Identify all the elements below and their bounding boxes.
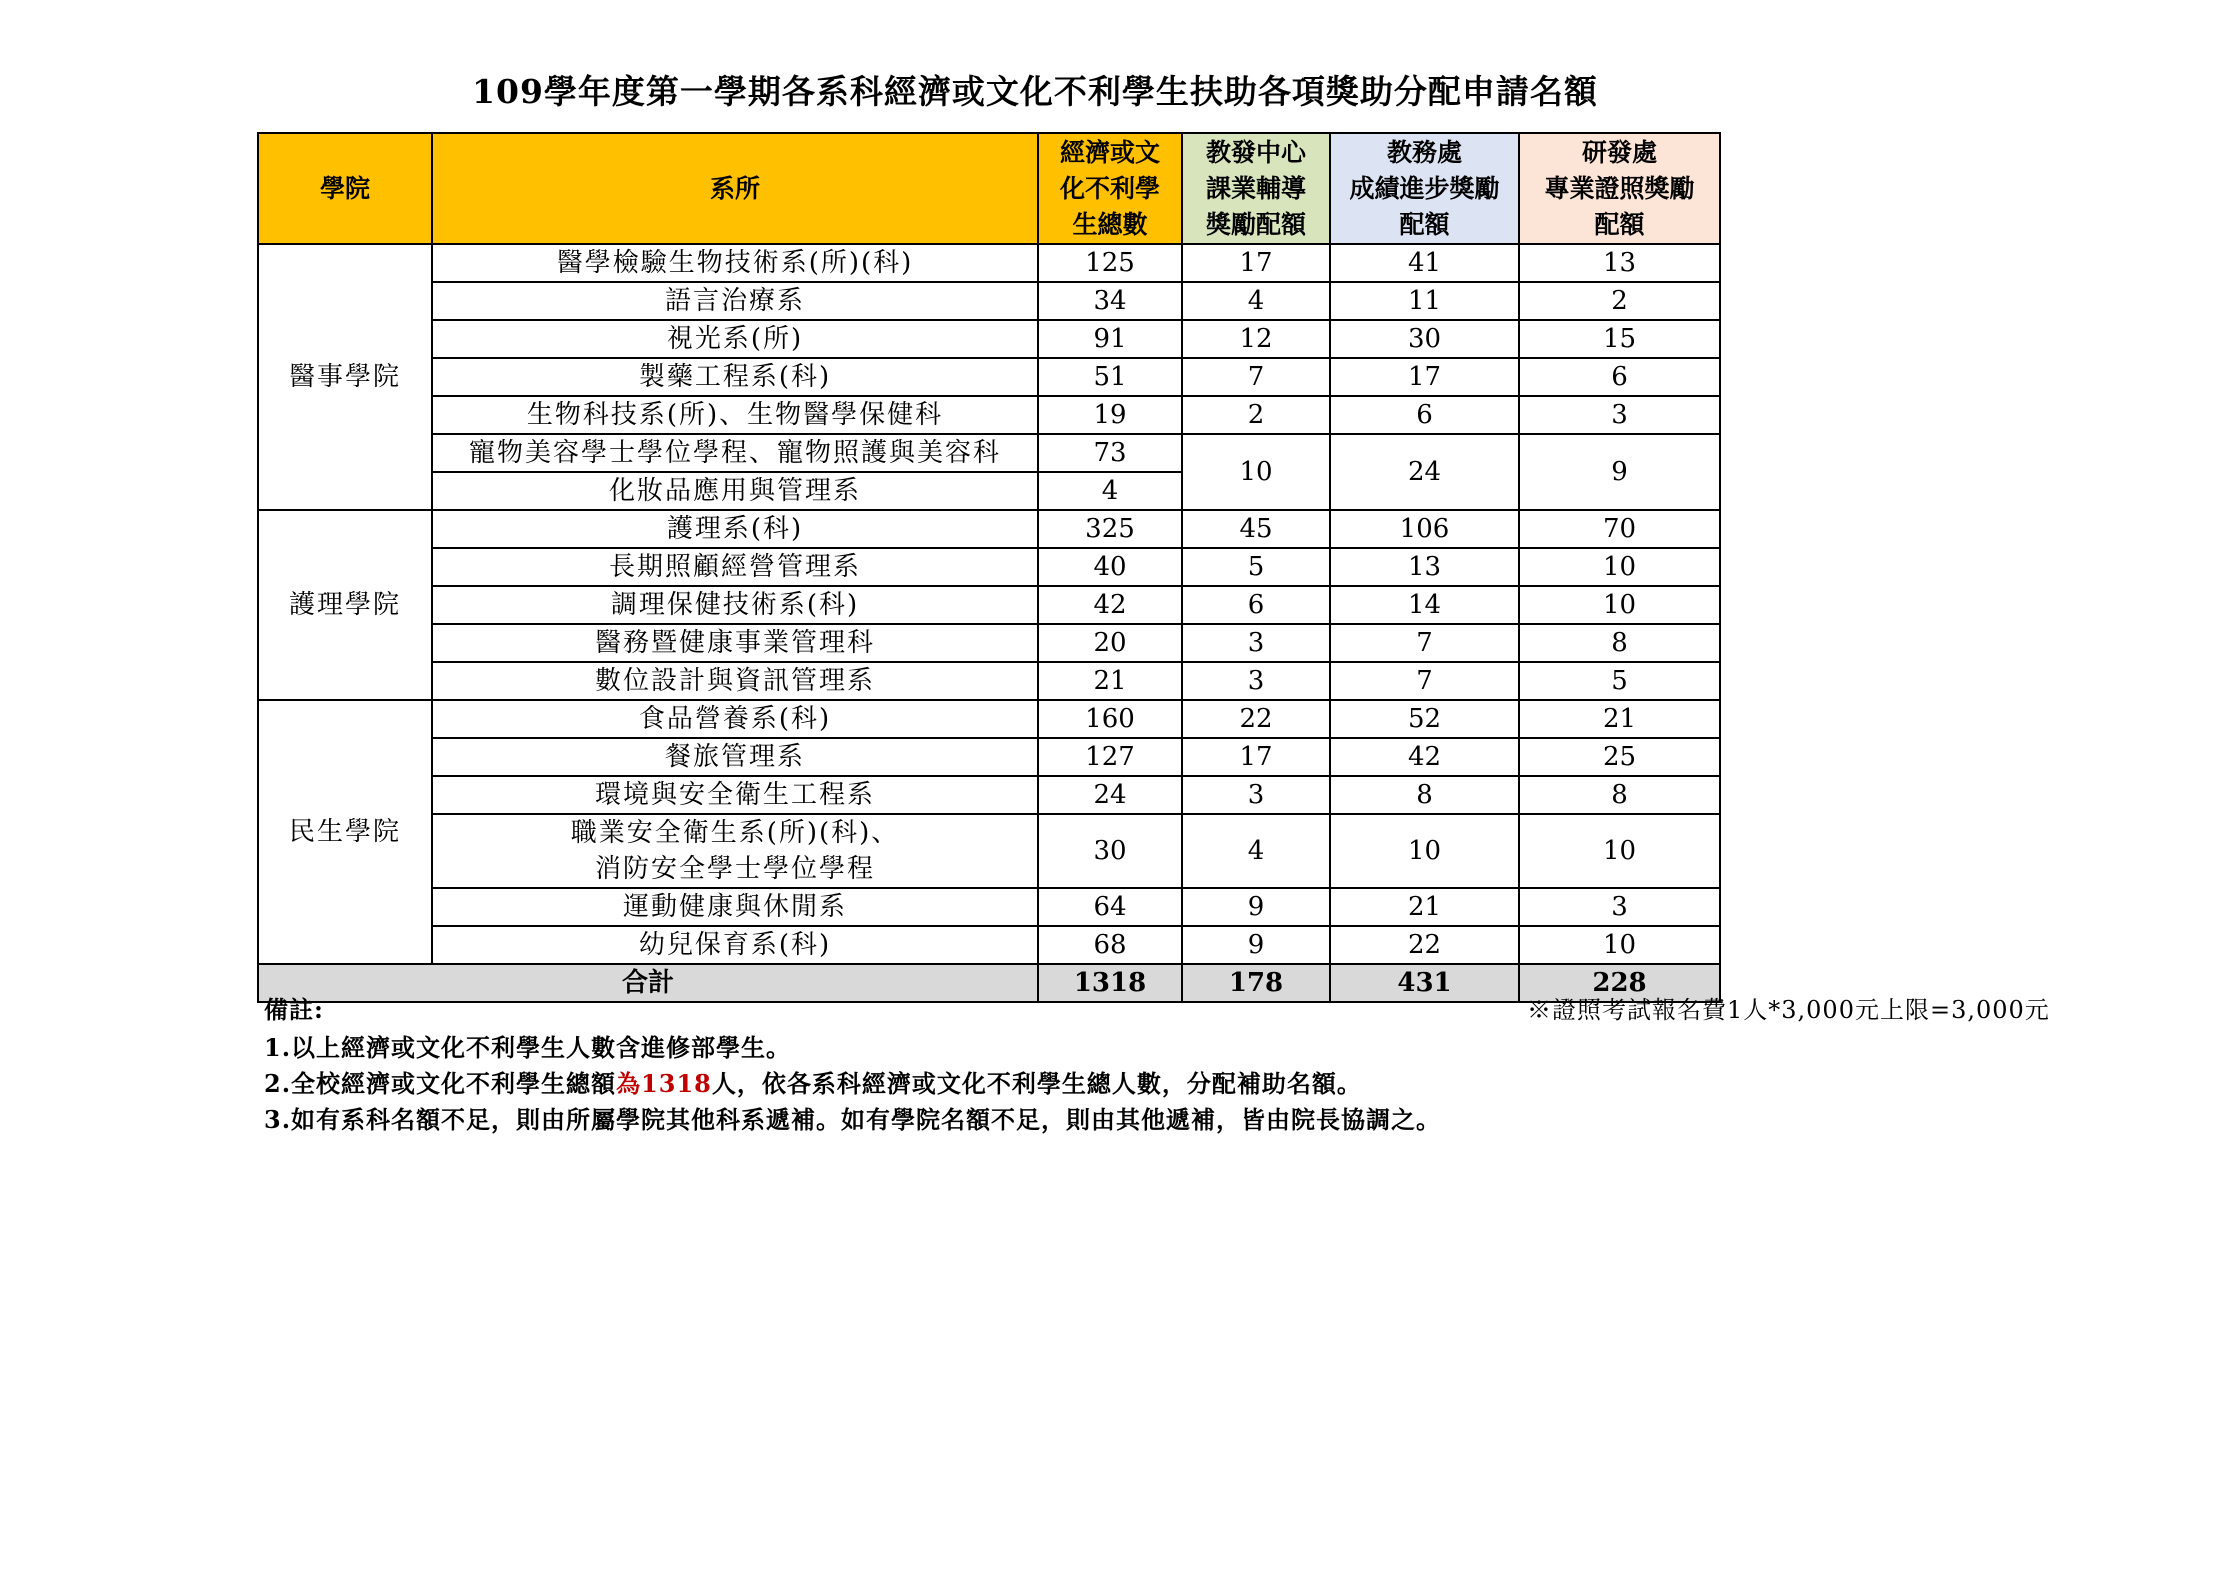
total-row-grade-progress: 431 [1330,964,1519,1002]
total-count: 73 [1038,434,1182,472]
department-name: 餐旅管理系 [432,738,1038,776]
table-row [258,926,1720,964]
certificate-quota: 5 [1519,662,1720,700]
college-livelihood: 民生學院 [258,700,432,964]
grade-progress-quota: 10 [1330,814,1519,888]
remark-3: 3.如有系科名額不足，則由所屬學院其他科系遞補。如有學院名額不足，則由其他遞補，皆由院長協調之。 [264,1105,1442,1134]
grade-progress-quota: 13 [1330,548,1519,586]
grade-progress-quota: 7 [1330,662,1519,700]
department-name-line: 消防安全學士學位學程 [594,854,875,884]
header-academic-support-line: 教發中心 [1205,137,1306,167]
header-department: 系所 [432,133,1038,244]
academic-support-quota: 6 [1182,586,1330,624]
department-name: 環境與安全衛生工程系 [432,776,1038,814]
total-count: 21 [1038,662,1182,700]
table-row [258,244,1720,282]
grade-progress-quota: 42 [1330,738,1519,776]
academic-support-quota: 9 [1182,926,1330,964]
department-name: 護理系(科) [432,510,1038,548]
table-row [258,434,1720,472]
remark-2 [264,1064,1362,1099]
department-name: 調理保健技術系(科) [432,586,1038,624]
header-grade-progress-line: 教務處 [1386,137,1462,167]
total-count: 30 [1038,814,1182,888]
academic-support-quota: 22 [1182,700,1330,738]
table-row [258,662,1720,700]
grade-progress-quota: 11 [1330,282,1519,320]
certificate-quota: 8 [1519,624,1720,662]
total-row [258,964,1720,1002]
table-row [258,624,1720,662]
department-name: 化妝品應用與管理系 [432,472,1038,510]
academic-support-quota: 3 [1182,624,1330,662]
remark-1: 1.以上經濟或文化不利學生人數含進修部學生。 [264,1033,792,1062]
certificate-quota: 3 [1519,888,1720,926]
header-grade-progress-line: 成績進步獎勵 [1349,173,1500,203]
total-count: 40 [1038,548,1182,586]
total-count: 20 [1038,624,1182,662]
total-row-count: 1318 [1038,964,1182,1002]
header-academic-support-line: 獎勵配額 [1205,209,1306,239]
total-row-academic-support: 178 [1182,964,1330,1002]
grade-progress-quota: 14 [1330,586,1519,624]
header-grade-progress-line: 配額 [1399,209,1450,239]
department-name: 視光系(所) [432,320,1038,358]
table-header-row [258,133,1720,244]
department-name: 長期照顧經營管理系 [432,548,1038,586]
total-count: 127 [1038,738,1182,776]
header-total [1038,133,1182,244]
table-row [258,586,1720,624]
department-name: 數位設計與資訊管理系 [432,662,1038,700]
academic-support-quota: 3 [1182,776,1330,814]
academic-support-quota: 12 [1182,320,1330,358]
table-row [258,888,1720,926]
academic-support-quota: 3 [1182,662,1330,700]
header-academic-support-line: 課業輔導 [1205,173,1306,203]
certificate-quota: 13 [1519,244,1720,282]
department-name: 運動健康與休閒系 [432,888,1038,926]
remark-2-prefix: 2.全校經濟或文化不利學生總額 [264,1069,617,1098]
total-count: 125 [1038,244,1182,282]
department-name: 食品營養系(科) [432,700,1038,738]
table-row [258,738,1720,776]
total-count: 325 [1038,510,1182,548]
academic-support-quota: 2 [1182,396,1330,434]
certificate-quota: 70 [1519,510,1720,548]
total-row-certificate: 228 [1519,964,1720,1002]
table-row [258,358,1720,396]
department-name: 生物科技系(所)、生物醫學保健科 [432,396,1038,434]
allocation-table [257,132,1721,1003]
grade-progress-quota: 17 [1330,358,1519,396]
grade-progress-quota: 106 [1330,510,1519,548]
grade-progress-quota: 7 [1330,624,1519,662]
total-count: 160 [1038,700,1182,738]
document-title-text: 109學年度第一學期各系科經濟或文化不利學生扶助各項獎助分配申請名額 [472,72,1598,111]
grade-progress-quota: 52 [1330,700,1519,738]
certificate-quota: 10 [1519,548,1720,586]
header-total-line: 經濟或文 [1059,137,1160,167]
certificate-quota: 9 [1519,434,1720,510]
academic-support-quota: 9 [1182,888,1330,926]
certificate-quota: 15 [1519,320,1720,358]
total-count: 19 [1038,396,1182,434]
department-name: 醫務暨健康事業管理科 [432,624,1038,662]
total-count: 68 [1038,926,1182,964]
total-count: 91 [1038,320,1182,358]
college-medical: 醫事學院 [258,244,432,510]
certificate-quota: 2 [1519,282,1720,320]
table-row [258,510,1720,548]
header-certificate-line: 配額 [1594,209,1645,239]
certificate-quota: 8 [1519,776,1720,814]
header-total-line: 生總數 [1072,209,1148,239]
table-row [258,320,1720,358]
certificate-quota: 6 [1519,358,1720,396]
certificate-quota: 21 [1519,700,1720,738]
total-row-label: 合計 [258,964,1038,1002]
header-certificate [1519,133,1720,244]
grade-progress-quota: 22 [1330,926,1519,964]
total-count: 64 [1038,888,1182,926]
grade-progress-quota: 21 [1330,888,1519,926]
table-row [258,814,1720,888]
header-academic-support [1182,133,1330,244]
total-count: 51 [1038,358,1182,396]
remark-2-suffix: 人，依各系科經濟或文化不利學生總人數，分配補助名額。 [711,1069,1362,1098]
department-name: 製藥工程系(科) [432,358,1038,396]
table-row [258,700,1720,738]
grade-progress-quota: 30 [1330,320,1519,358]
department-name-line: 職業安全衛生系(所)(科)、 [570,818,900,848]
total-count: 34 [1038,282,1182,320]
header-certificate-line: 專業證照獎勵 [1544,173,1695,203]
document-title [0,66,2220,113]
academic-support-quota: 5 [1182,548,1330,586]
department-name: 幼兒保育系(科) [432,926,1038,964]
header-college: 學院 [258,133,432,244]
grade-progress-quota: 24 [1330,434,1519,510]
certificate-quota: 25 [1519,738,1720,776]
grade-progress-quota: 6 [1330,396,1519,434]
table-row [258,396,1720,434]
table-row [258,548,1720,586]
academic-support-quota: 17 [1182,244,1330,282]
table-row [258,776,1720,814]
grade-progress-quota: 8 [1330,776,1519,814]
certificate-quota: 3 [1519,396,1720,434]
department-name: 醫學檢驗生物技術系(所)(科) [432,244,1038,282]
department-name [432,814,1038,888]
academic-support-quota: 7 [1182,358,1330,396]
remarks-heading: 備註: [264,995,324,1024]
academic-support-quota: 10 [1182,434,1330,510]
department-name: 寵物美容學士學位學程、寵物照護與美容科 [432,434,1038,472]
certificate-quota: 10 [1519,586,1720,624]
department-name: 語言治療系 [432,282,1038,320]
exam-fee-note: ※證照考試報名費1人*3,000元上限=3,000元 [1527,996,2050,1024]
college-nursing: 護理學院 [258,510,432,700]
header-grade-progress [1330,133,1519,244]
certificate-quota: 10 [1519,926,1720,964]
grade-progress-quota: 41 [1330,244,1519,282]
academic-support-quota: 45 [1182,510,1330,548]
academic-support-quota: 17 [1182,738,1330,776]
academic-support-quota: 4 [1182,814,1330,888]
total-count: 24 [1038,776,1182,814]
certificate-quota: 10 [1519,814,1720,888]
total-count: 4 [1038,472,1182,510]
header-total-line: 化不利學 [1059,173,1160,203]
total-count: 42 [1038,586,1182,624]
remark-2-highlight: 為1318 [616,1069,712,1098]
header-certificate-line: 研發處 [1581,137,1657,167]
table-row [258,282,1720,320]
academic-support-quota: 4 [1182,282,1330,320]
